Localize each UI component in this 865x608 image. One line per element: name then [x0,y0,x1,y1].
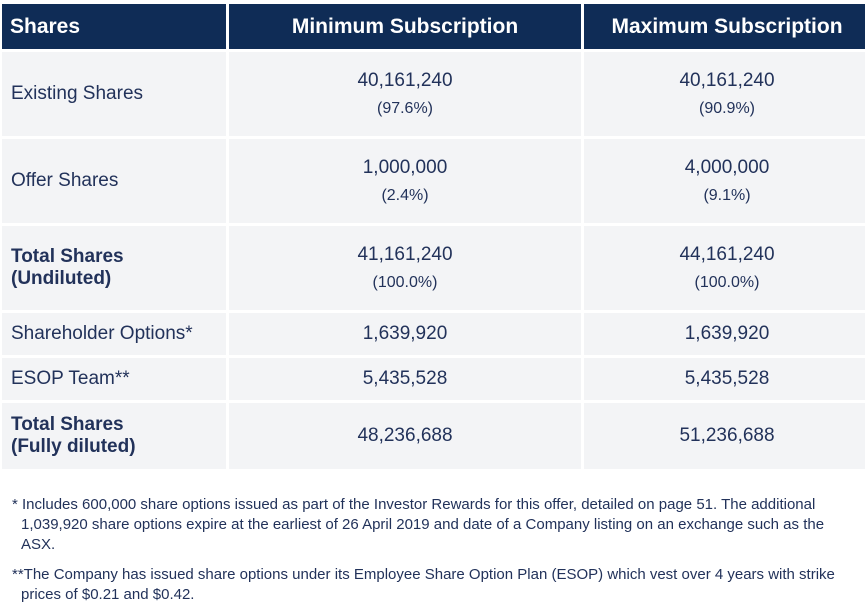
row-label-shareholder-options: Shareholder Options* [2,313,226,355]
row-label-total-shares-undiluted [2,226,226,310]
footnotes [12,495,852,605]
existing-shares-max [584,52,865,136]
esop-team-max: 5,435,528 [584,358,865,400]
percentage: (90.9%) [698,100,756,117]
shareholder-options-max: 1,639,920 [584,313,865,355]
value: 40,161,240 [679,70,775,91]
value: 4,000,000 [684,157,770,178]
footnote-shareholder-options: * Includes 600,000 share options issued as part of the Investor Rewards for this offer, detailed on page 51. The additional 1,039,920 share options expire at the earliest of 26 April 2019 and date of a Company listing on an exchange such as the ASX. [12,496,825,553]
label-line: (Undiluted) [11,268,112,289]
esop-team-min: 5,435,528 [229,358,581,400]
row-label-existing-shares: Existing Shares [2,52,226,136]
percentage: (97.6%) [376,100,434,117]
header-shares: Shares [2,4,226,49]
total-fully-diluted-min: 48,236,688 [229,403,581,469]
shares-table [2,4,864,469]
value: 1,000,000 [362,157,448,178]
total-undiluted-max [584,226,865,310]
total-undiluted-min [229,226,581,310]
value: 40,161,240 [357,70,453,91]
total-fully-diluted-max: 51,236,688 [584,403,865,469]
row-label-offer-shares: Offer Shares [2,139,226,223]
row-label-total-shares-fully-diluted [2,403,226,469]
label-line: Total Shares [11,414,124,435]
row-label-esop-team: ESOP Team** [2,358,226,400]
offer-shares-min [229,139,581,223]
header-maximum-subscription: Maximum Subscription [584,4,865,49]
label-line: (Fully diluted) [11,436,136,457]
existing-shares-min [229,52,581,136]
percentage: (2.4%) [381,187,429,204]
percentage: (100.0%) [694,274,760,291]
shareholder-options-min: 1,639,920 [229,313,581,355]
footnote-esop: **The Company has issued share options under its Employee Share Option Plan (ESOP) which vest over 4 years with strike prices of $0.21 and $0.42. [12,566,835,603]
header-minimum-subscription: Minimum Subscription [229,4,581,49]
percentage: (100.0%) [372,274,438,291]
label-line: Total Shares [11,246,124,267]
value: 41,161,240 [357,244,453,265]
percentage: (9.1%) [703,187,751,204]
offer-shares-max [584,139,865,223]
value: 44,161,240 [679,244,775,265]
